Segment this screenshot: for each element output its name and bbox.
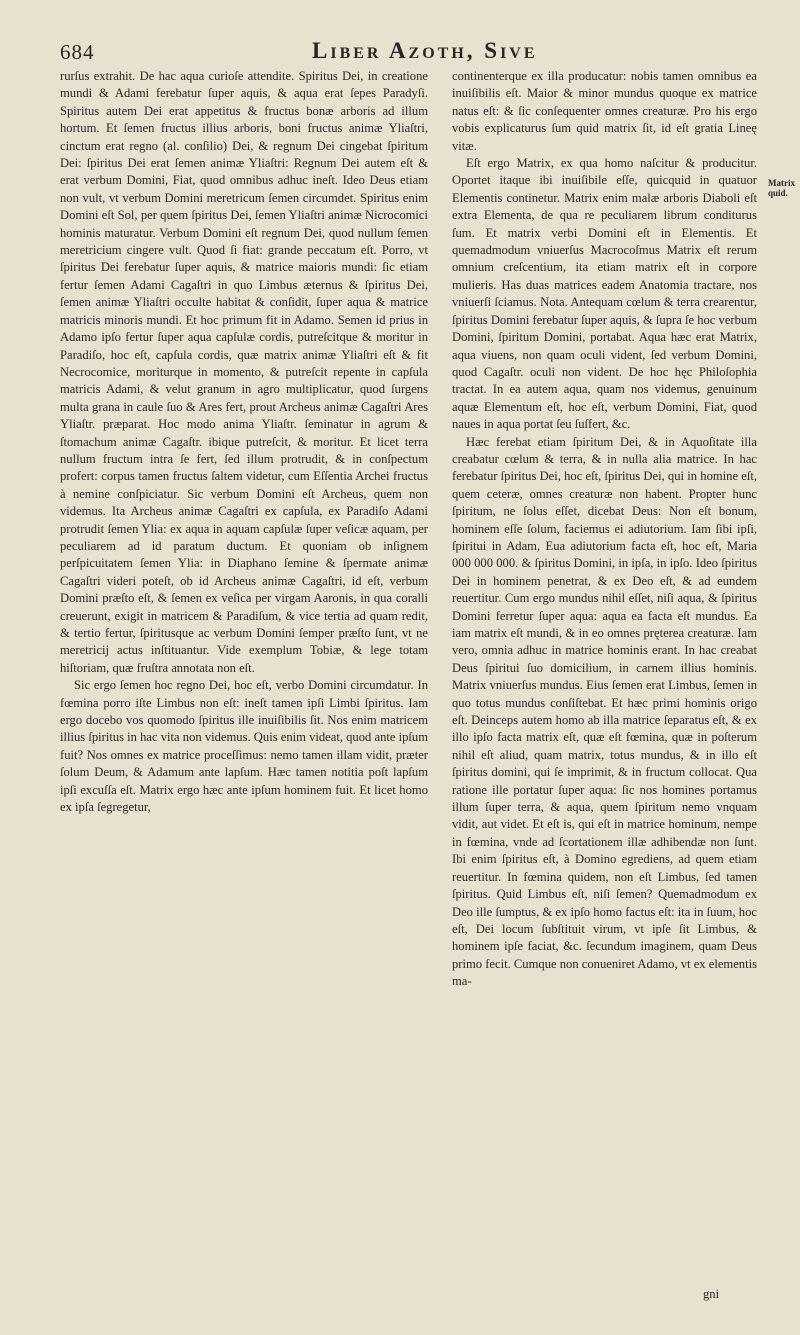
right-paragraph: continenterque ex illa producatur: nobis tamen omnibus ea inuiſibilis eſt. Maior & minor mundus quoque ex matrice natus eſt: & ſic conſequenter omnes creaturæ. Pro his ergo vobis explicaturus ſum quid matrix ſit, id eſt gratia Lineę vitæ. [452,69,757,153]
page-header [60,38,760,64]
left-column [60,68,428,816]
right-column [452,68,757,991]
right-paragraph: Eſt ergo Matrix, ex qua homo naſcitur & producitur. Oportet itaque ibi inuiſibile eſſe, quicquid in quatuor Elementis continetur. Matrix enim malæ arboris Diaboli eſt extra Elementa, de qua re peculiarem librum conditurus ſum. Et matrix verbi Domini eſt in Elementis. Et quemadmodum vniuerſus Macrocoſmus Matrix eſt rerum omnium creſcentium, ita etiam matrix eſt in corpore mulieris. Has duas matrices eadem Anatomia tractare, nos vniuerſi ſciamus. Nota. Antequam cœlum & terra crearentur, ſpiritus Domini ferebatur ſuper aquis, & ſupra ſe hoc verbum Domini, ſpiritum Domini, portabat. Aqua hæc erat Matrix, aqua viuens, non quam oculi vident, ſed verbum Domini, quod Cagaſtr. oculi non vident. De hoc hęc Philoſophia tractat. In ea autem aqua, quam nos videmus, genuinum aquæ Elementum eſt, hoc eſt, verbum Domini, Fiat, quod naues in aqua portat ſeu ſuſfert, &c. [452,156,757,432]
left-paragraph: rurſus extrahit. De hac aqua curioſe attendite. Spiritus Dei, in creatione mundi & Adami ferebatur ſuper aquis, & aqua erat ſepes Paradyſi. Spiritus autem Dei erat appetitus & fructus bonæ arboris ad illum hortum. Et ſemen fructus illius arboris, boni fructus animæ Yliaſtri, cinctum erat regno (al. conſilio) Dei, & regnum Dei cingebat ſpiritum Dei: ſpiritus Dei erat ſemen animæ Yliaſtri: Regnum Dei autem eſt & erat verbum Domini, Fiat, quod omnibus adhuc ineſt. Ideo Deus etiam non vult, vt verbum Domini meretricum ſemen circumdet. Spiritus enim Domini eſt Sol, per quem ſpiritus Dei, ſemen Yliaſtri animæ Nicrocomici hominis maturatur. Verbum Domini eſt regnum Dei, quod nullum ſemen meretricium cingere vult. Quod ſi fiat: grande peccatum eſt. Porro, vt ſpiritus Dei ferebatur ſuper aquis, & matrice maioris mundi: ſic etiam fertur ſemen Adami Cagaſtri in quo Limbus æternus & ſpiritus Dei, ſemen animæ Yliaſtri occulte habitat & conſidit, ſuper aqua & matrice matricis minoris mundi. Et hoc primum fit in Adamo. Semen id prius in Adamo ipſo fertur ſuper aqua capſulæ cordis, putreſcitque & moritur in Paradiſo, hoc eſt, capſula cordis, quæ matrix animæ Yliaſtri eſt & fit Necrocomice, moriturque in momento, & putreſcit repente in capſula matricis Adami, & velut granum in agro multiplicatur, quod ſurgens multa grana in caule ſuo & Ares fert, prout Archeus animæ Cagaſtri Ares Yliaſtr. præparat. Hoc modo anima Yliaſtr. ſeminatur in agrum & ſtomachum animæ Cagaſtr. ibique putreſcit, & moritur. Et licet terra nullum fructum intra ſe fert, ſed illum protrudit, & in conſpectum profert: corpus tamen fructus ſaltem videtur, cum Eſſentia Archei fructus à nemine conſpiciatur. Sic verbum Domini eſt Archeus, quem non videmus. Ita Archeus animæ Cagaſtri ex capſula, ex Paradiſo Adami protrudit ſemen Ylia: ex aqua in aquam capſulæ ſuper veſicæ aquam, per peculiarem ad id paratum ductum. Et quoniam ob inſignem perſpicuitatem ſemen Ylia: in Diaphano ſemine & ſpermate animæ Cagaſtri videri poteſt, ob id Archeus animæ Cagaſtri, id eſt, verbum Domini præſto eſt, & ſemen ex veſica per virgam Aaronis, in qua coralli creuerunt, exigit in matricem & Paradiſum, & vice tertia ad quam redit, & tertio fertur, ſpiritusque ac verbum Domini ſemper præſto ſunt, vt ne meretricij actus inſtituantur. Vide exemplum Tobiæ, & lege totam hiſtoriam, quæ fruſtra annotata non eſt. [60,69,428,675]
running-title: Liber Azoth, Sive [312,38,538,63]
left-paragraph: Sic ergo ſemen hoc regno Dei, hoc eſt, verbo Domini circumdatur. In fœmina porro iſte Limbus non eſt: ineſt tamen ipſi Limbi ſpiritus. Iam ergo docebo vos quomodo ſpiritus ille inuiſibilis ſit. Nos enim matricem illius ſpiritus in hac vita non videmus. Quis enim videat, quod ante ipſum fuit? Nos omnes ex matrice proceſſimus: nemo tamen illam vidit, præter ſolum Deum, & Adamum ante lapſum. Hæc tamen notitia poſt lapſum ipſi excuſſa eſt. Matrix ergo hæc ante ipſum hominem fuit. Et licet homo ex ipſa ſegregetur, [60,678,428,815]
page-number: 684 [60,40,95,64]
right-paragraph: Hæc ferebat etiam ſpiritum Dei, & in Aquoſitate illa creabatur cœlum & terra, & in nulla alia matrice. In hac ferebatur ſpiritus Dei, hoc eſt, ſpiritus Dei, qui in homine eſt, quem ceteræ, omnes creaturæ non habent. Propter hunc ſpiritum, ne ſolus eſſet, dicebat Deus: Non eſt bonum, hominem eſſe ſolum, faciemus ei adiutorium. Iam ſibi ipſi, ſpiritui in Adam, Eua adiutorium facta eſt, hoc eſt, Maria 000 000 000. & ſpiritus Domini, in ipſa, in ipſo. Ideo ſpiritus Dei in hominem penetrat, & ex Deo eſt, & ad eundem reuertitur. Cum ergo mundus nihil eſſet, niſi aqua, & ſpiritus Domini ferretur ſuper aqua: aqua ea facta eſt mundus. Ea iam matrix eſt mundi, & in eo omnes pręterea creaturæ. Iam vero, omnia adhuc in matrice hominis erant. In hac creabat Deus ſpiritui ſuo domicilium, in carnem illius hominis. Matrix vniuerſus mundus. Eius ſemen erat Limbus, ſemen in quo totus mundus conſiſtebat. Et hæc primi hominis origo eſt. Deinceps autem homo ab illa matrice ſeparatus eſt, & ex illo ipſo facta matrix eſt, quæ eſt fœmina, quæ in poſterum nihil eſt aliud, quam matrix, totus mundus, & in illo eſt ſpiritus domini, qui ſe imprimit, & in fructum collocat. Qua ratione ille portatur ſuper aqua: ſic nos homines portamus illum ſuper terra, & aqua, quem ſpiritum nemo vnquam vidit, aut videt. Et eſt is, qui eſt in matrice hominum, nempe in fœmina, vnde ad ſcortationem illæ adhibendæ non ſunt. Ibi enim ſpiritus eſt, à Domino egrediens, ad quem etiam reuertitur. In fœmina quidem, non eſt Limbus, ſed tamen ſpiritus. Quid Limbus eſt, niſi ſemen? Quemadmodum ex Deo ille ſumptus, & ex ipſo homo factus eſt: ita in ſuum, hoc eſt, Dei locum ſubſtituit virum, vt ipſe ſit Limbus, & hominem ipſe faciat, &c. ſecundum imaginem, quam Deus primo fecit. Cumque non conueniret Adamo, vt ex elementis ma- [452,434,757,989]
catchword: gni [703,1287,720,1301]
marginal-note: Matrix quid. [768,178,795,198]
